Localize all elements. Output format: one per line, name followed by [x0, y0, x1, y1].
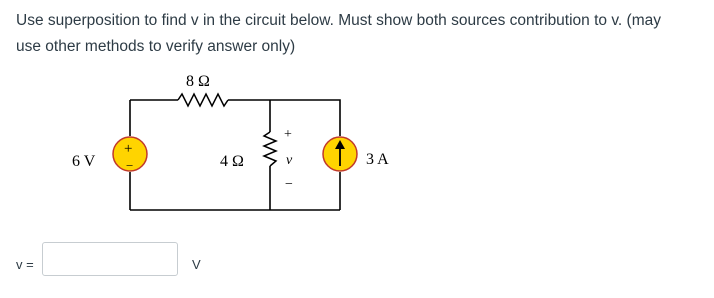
current-source-label: 3 A	[366, 151, 389, 168]
voltage-source-minus: −	[126, 158, 134, 173]
current-source-3a	[323, 137, 357, 171]
circuit-diagram	[60, 66, 420, 226]
answer-label: v =	[16, 257, 34, 272]
answer-input[interactable]	[42, 242, 178, 276]
answer-unit: V	[192, 257, 201, 272]
resistor-4ohm	[264, 132, 276, 166]
v-label: v	[286, 153, 293, 168]
resistor-8ohm	[178, 94, 228, 106]
voltage-source-label: 6 V	[72, 153, 96, 170]
voltage-source-6v	[113, 137, 147, 173]
question-line-1: Use superposition to find v in the circuit below. Must show both sources contribution to v. (may	[16, 12, 661, 29]
resistor-4ohm-label: 4 Ω	[220, 153, 244, 170]
question-line-2: use other methods to verify answer only)	[16, 38, 296, 55]
answer-row	[16, 242, 316, 278]
v-minus-sign: −	[285, 177, 293, 192]
question-text	[16, 8, 706, 60]
resistor-8ohm-label: 8 Ω	[186, 73, 210, 90]
voltage-source-plus: +	[124, 141, 133, 157]
v-plus-sign: +	[284, 127, 292, 142]
